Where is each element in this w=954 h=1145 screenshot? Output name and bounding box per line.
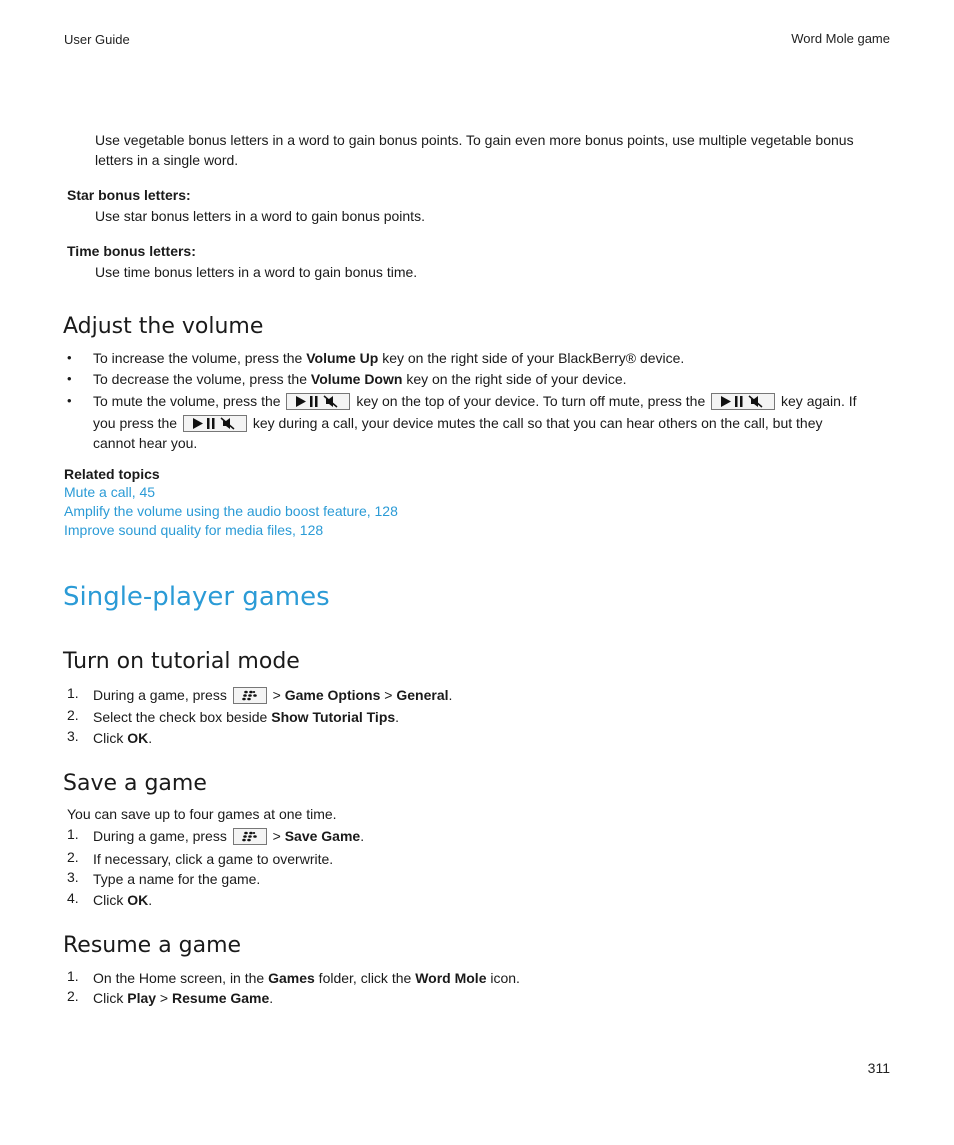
text: . — [269, 990, 274, 1006]
text: Select the check box beside — [93, 709, 272, 725]
save-heading: Save a game — [63, 771, 207, 796]
menu-item-resume-game: Resume Game — [172, 990, 270, 1006]
page-number: 311 — [867, 1060, 890, 1076]
step-number: 2. — [67, 849, 79, 865]
text: you press the — [93, 415, 178, 431]
text: icon. — [486, 970, 520, 986]
related-link-mute-call[interactable]: Mute a call, 45 — [64, 484, 156, 500]
volume-heading: Adjust the volume — [63, 314, 264, 339]
step-number: 1. — [67, 685, 79, 701]
text: To mute the volume, press the — [93, 393, 281, 409]
tutorial-step-2 — [93, 707, 399, 727]
text: Click — [93, 990, 128, 1006]
text: > — [268, 828, 285, 844]
save-step-2: If necessary, click a game to overwrite. — [93, 851, 334, 867]
text: During a game, press — [93, 828, 227, 844]
volume-bullet-3-line3: cannot hear you. — [93, 435, 198, 451]
volume-bullet-3-line1 — [93, 391, 857, 411]
volume-bullet-3-line2 — [93, 413, 823, 433]
related-link-audio-boost[interactable]: Amplify the volume using the audio boost feature, 128 — [64, 503, 398, 519]
option-show-tutorial-tips: Show Tutorial Tips — [271, 709, 396, 725]
bullet: • — [67, 393, 72, 408]
text: Click — [93, 892, 128, 908]
play-pause-mute-key-icon — [711, 393, 775, 410]
text: folder, click the — [314, 970, 416, 986]
step-number: 2. — [67, 707, 79, 723]
text: key on the top of your device. To turn off mute, press the — [356, 393, 706, 409]
star-desc: Use star bonus letters in a word to gain bonus points. — [95, 208, 425, 224]
text: . — [448, 687, 453, 703]
bullet: • — [67, 350, 72, 365]
vegetable-desc-line1: Use vegetable bonus letters in a word to gain bonus points. To gain even more bonus points, use multiple vegetable bonus — [95, 132, 854, 148]
bullet: • — [67, 371, 72, 386]
menu-item-play: Play — [127, 990, 157, 1006]
text: key during a call, your device mutes the call so that you can hear others on the call, but they — [252, 415, 823, 431]
menu-item-general: General — [396, 687, 449, 703]
tutorial-heading: Turn on tutorial mode — [63, 649, 300, 674]
text: key on the right side of your BlackBerry® device. — [378, 350, 685, 366]
volume-up-key-name: Volume Up — [306, 350, 379, 366]
save-step-4 — [93, 890, 152, 910]
text: . — [148, 892, 153, 908]
blackberry-menu-key-icon — [233, 828, 267, 845]
resume-step-2 — [93, 988, 273, 1008]
folder-name-games: Games — [268, 970, 315, 986]
header-right: Word Mole game — [791, 31, 890, 46]
save-step-1 — [93, 826, 364, 846]
text: . — [148, 730, 153, 746]
save-intro: You can save up to four games at one time. — [67, 806, 337, 822]
save-step-3: Type a name for the game. — [93, 871, 261, 887]
related-topics-title: Related topics — [64, 466, 160, 482]
single-player-heading: Single-player games — [63, 582, 330, 612]
related-link-sound-quality[interactable]: Improve sound quality for media files, 128 — [64, 522, 324, 538]
text: . — [395, 709, 400, 725]
text: To increase the volume, press the — [93, 350, 307, 366]
text: . — [360, 828, 365, 844]
time-term: Time bonus letters: — [67, 243, 196, 259]
blackberry-menu-key-icon — [233, 687, 267, 704]
play-pause-mute-key-icon — [183, 415, 247, 432]
app-name-word-mole: Word Mole — [415, 970, 487, 986]
button-name-ok: OK — [127, 730, 149, 746]
step-number: 1. — [67, 826, 79, 842]
resume-heading: Resume a game — [63, 933, 242, 958]
text: key again. If — [781, 393, 857, 409]
menu-item-save-game: Save Game — [284, 828, 361, 844]
text: > — [380, 687, 397, 703]
text: During a game, press — [93, 687, 227, 703]
step-number: 2. — [67, 988, 79, 1004]
text: > — [268, 687, 285, 703]
menu-item-game-options: Game Options — [284, 687, 381, 703]
button-name-ok: OK — [127, 892, 149, 908]
step-number: 4. — [67, 890, 79, 906]
step-number: 1. — [67, 968, 79, 984]
header-left: User Guide — [64, 32, 130, 47]
tutorial-step-1 — [93, 685, 452, 705]
text: key on the right side of your device. — [402, 371, 627, 387]
time-desc: Use time bonus letters in a word to gain bonus time. — [95, 264, 418, 280]
text: > — [156, 990, 173, 1006]
text: On the Home screen, in the — [93, 970, 269, 986]
tutorial-step-3 — [93, 728, 152, 748]
volume-bullet-2 — [93, 369, 627, 389]
text: To decrease the volume, press the — [93, 371, 311, 387]
volume-bullet-1 — [93, 348, 684, 368]
vegetable-desc-line2: letters in a single word. — [95, 152, 239, 168]
resume-step-1 — [93, 968, 520, 988]
step-number: 3. — [67, 728, 79, 744]
play-pause-mute-key-icon — [286, 393, 350, 410]
text: Click — [93, 730, 128, 746]
step-number: 3. — [67, 869, 79, 885]
volume-down-key-name: Volume Down — [310, 371, 403, 387]
star-term: Star bonus letters: — [67, 187, 191, 203]
